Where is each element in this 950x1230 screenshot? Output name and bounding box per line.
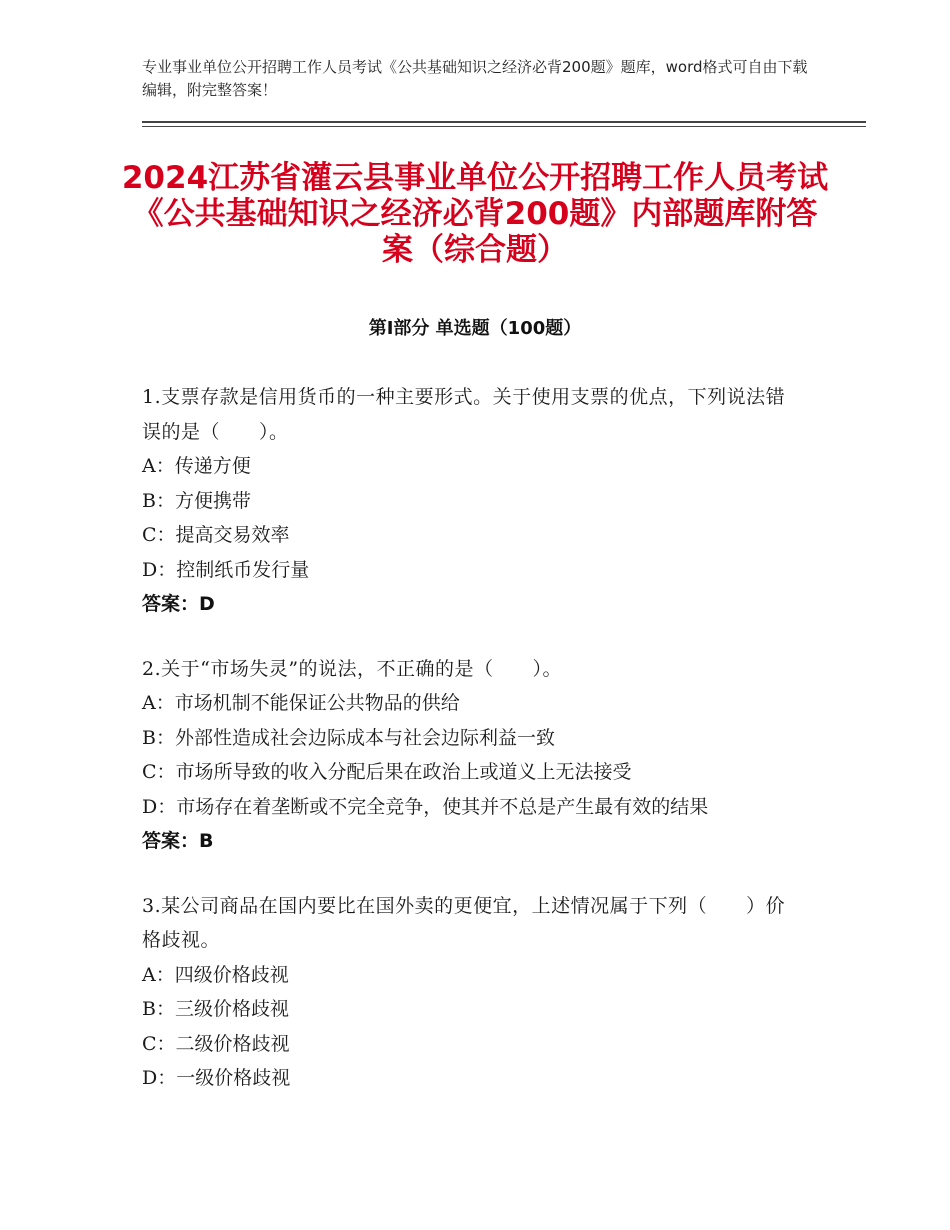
option-d: D：市场存在着垄断或不完全竞争，使其并不总是产生最有效的结果 xyxy=(142,795,709,818)
header-note: 专业事业单位公开招聘工作人员考试《公共基础知识之经济必背200题》题库，word格式可自由下载编辑，附完整答案！ xyxy=(142,58,808,99)
header-rule-thick xyxy=(142,121,866,123)
question-1 xyxy=(142,380,802,622)
option-b: B：外部性造成社会边际成本与社会边际利益一致 xyxy=(142,726,555,749)
section-title: 第I部分 单选题（100题） xyxy=(368,318,582,339)
option-b: B：三级价格歧视 xyxy=(142,998,289,1020)
option-d: D：控制纸币发行量 xyxy=(142,558,310,581)
question-2 xyxy=(142,652,802,859)
question-stem: 3.某公司商品在国内要比在国外卖的更便宜，上述情况属于下列（ ）价格歧视。 xyxy=(142,894,786,951)
option-c: C：二级价格歧视 xyxy=(142,1032,290,1055)
option-d: D：一级价格歧视 xyxy=(142,1067,291,1089)
document-title: 2024江苏省灌云县事业单位公开招聘工作人员考试《公共基础知识之经济必背200题》内部题库附答案（综合题） xyxy=(121,160,829,268)
option-c: C：市场所导致的收入分配后果在政治上或道义上无法接受 xyxy=(142,761,632,783)
question-stem: 1.支票存款是信用货币的一种主要形式。关于使用支票的优点，下列说法错误的是（ ）。 xyxy=(142,386,786,443)
question-3 xyxy=(142,889,802,1096)
answer-text: 答案：D xyxy=(142,593,215,615)
option-b: B：方便携带 xyxy=(142,489,251,512)
option-c: C：提高交易效率 xyxy=(142,524,290,546)
question-list xyxy=(142,380,802,1126)
option-a: A：四级价格歧视 xyxy=(142,963,289,986)
option-a: A：市场机制不能保证公共物品的供给 xyxy=(142,692,460,714)
answer-text: 答案：B xyxy=(142,830,214,852)
option-a: A：传递方便 xyxy=(142,455,251,477)
header-rule-thin xyxy=(142,126,866,127)
question-stem: 2.关于“市场失灵”的说法，不正确的是（ ）。 xyxy=(142,657,563,680)
